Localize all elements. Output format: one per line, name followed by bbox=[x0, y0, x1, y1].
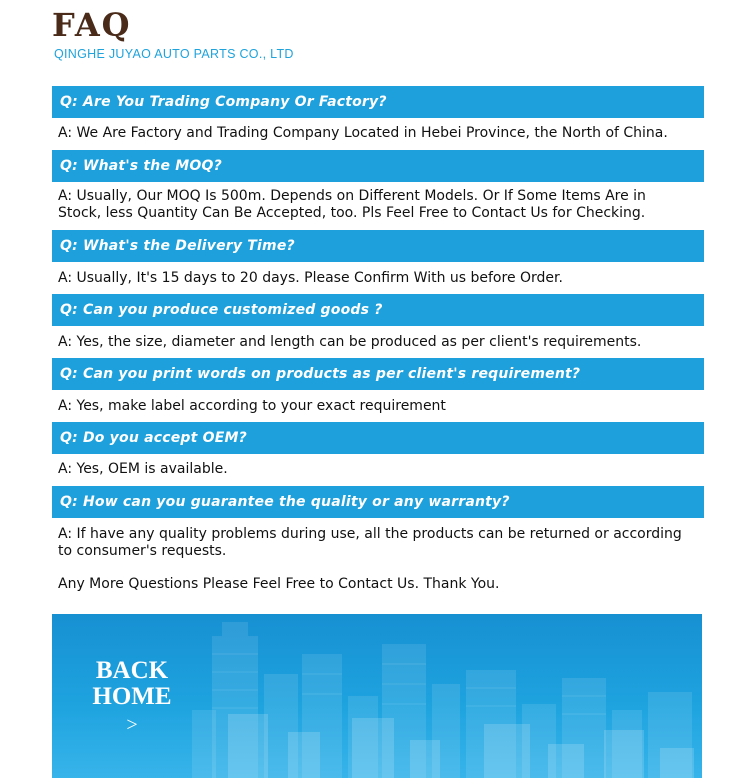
faq-answer-line: Stock, less Quantity Can Be Accepted, too. Pls Feel Free to Contact Us for Checking. bbox=[58, 205, 646, 221]
faq-question: Q: Can you produce customized goods ? bbox=[52, 294, 704, 326]
chevron-right-icon: > bbox=[126, 714, 138, 736]
faq-question: Q: How can you guarantee the quality or any warranty? bbox=[52, 486, 704, 518]
back-home-button[interactable] bbox=[90, 658, 174, 738]
closing-text: Any More Questions Please Feel Free to Contact Us. Thank You. bbox=[58, 576, 500, 592]
faq-question: Q: Do you accept OEM? bbox=[52, 422, 704, 454]
faq-answer bbox=[52, 262, 704, 294]
faq-answer bbox=[52, 182, 704, 230]
faq-answer bbox=[52, 118, 704, 150]
back-home-banner[interactable] bbox=[52, 614, 702, 778]
faq-answer-line: A: Yes, the size, diameter and length can be produced as per client's requirements. bbox=[58, 334, 642, 350]
faq-answer bbox=[52, 518, 704, 566]
faq-answer-line: A: Usually, Our MOQ Is 500m. Depends on Different Models. Or If Some Items Are in bbox=[58, 188, 646, 204]
faq-question: Q: Are You Trading Company Or Factory? bbox=[52, 86, 704, 118]
faq-question: Q: Can you print words on products as per client's requirement? bbox=[52, 358, 704, 390]
faq-answer-line: to consumer's requests. bbox=[58, 543, 227, 559]
faq-list bbox=[52, 86, 704, 566]
faq-answer-line: A: If have any quality problems during use, all the products can be returned or according bbox=[58, 526, 682, 542]
faq-answer-line: A: Yes, OEM is available. bbox=[58, 461, 228, 477]
back-home-line2: HOME bbox=[92, 683, 172, 710]
faq-question: Q: What's the Delivery Time? bbox=[52, 230, 704, 262]
faq-answer-line: A: Usually, It's 15 days to 20 days. Please Confirm With us before Order. bbox=[58, 270, 563, 286]
back-home-line1: BACK bbox=[95, 657, 169, 684]
faq-answer bbox=[52, 390, 704, 422]
faq-answer bbox=[52, 326, 704, 358]
company-name: QINGHE JUYAO AUTO PARTS CO., LTD bbox=[54, 47, 294, 61]
faq-answer bbox=[52, 454, 704, 486]
faq-question: Q: What's the MOQ? bbox=[52, 150, 704, 182]
page-title: FAQ bbox=[52, 6, 132, 44]
faq-answer-line: A: We Are Factory and Trading Company Located in Hebei Province, the North of China. bbox=[58, 125, 668, 141]
faq-answer-line: A: Yes, make label according to your exact requirement bbox=[58, 398, 446, 414]
